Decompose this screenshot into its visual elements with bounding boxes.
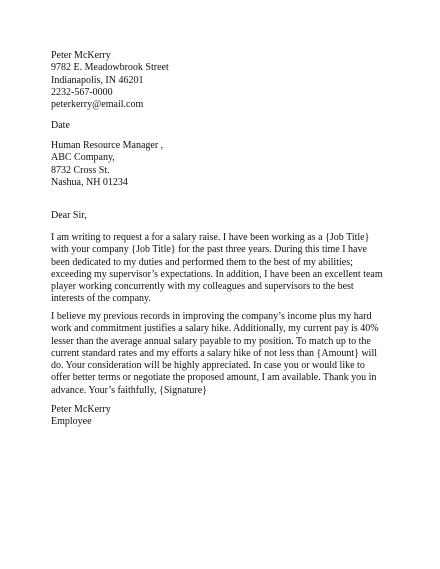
sender-phone: 2232-567-0000 [51,86,113,98]
sender-city: Indianapolis, IN 46201 [51,74,144,86]
closing-title: Employee [51,416,92,428]
closing-name: Peter McKerry [51,404,111,415]
salutation-text: Dear Sir, [51,210,87,221]
recipient-address-block [51,140,401,189]
paragraph-line: interests of the company. [51,293,151,305]
paragraph-line: work and commitment justifies a salary hike. Additionally, my current pay is 40% [51,323,379,335]
recipient-company: ABC Company, [51,152,115,164]
recipient-street: 8732 Cross St. [51,164,110,176]
paragraph-line: do. Your consideration will be highly appreciated. In case you or would like to [51,360,365,372]
recipient-title: Human Resource Manager , [51,140,164,151]
recipient-city: Nashua, NH 01234 [51,176,128,188]
salutation [51,210,401,222]
paragraph-line: been dedicated to my duties and performed them to the best of my abilities; [51,256,353,268]
paragraph-line: player working concurrently with my colleagues and supervisors to the best [51,281,354,293]
body-paragraph-2 [51,311,401,397]
paragraph-line: I am writing to request a for a salary raise. I have been working as a {Job Title} [51,232,370,243]
sender-street: 9782 E. Meadowbrook Street [51,62,169,74]
paragraph-line: with your company {Job Title} for the past three years. During this time I have [51,244,367,256]
sender-address-block [51,50,401,111]
closing-block [51,404,401,429]
paragraph-line: current standard rates and my efforts a salary hike of not less than {Amount} will [51,347,377,359]
sender-name: Peter McKerry [51,50,111,61]
paragraph-line: I believe my previous records in improving the company’s income plus my hard [51,311,372,322]
paragraph-line: offer better terms or negotiate the proposed amount, I am available. Thank you in [51,372,377,384]
date-block [51,120,401,132]
sender-email: peterkerry@email.com [51,99,144,111]
body-paragraph-1 [51,232,401,306]
paragraph-line: lesser than the average annual salary payable to my position. To match up to the [51,335,371,347]
paragraph-line: advance. Your’s faithfully, {Signature} [51,384,207,396]
date-label: Date [51,120,70,131]
paragraph-line: exceeding my supervisor’s expectations. In addition, I have been an excellent team [51,268,383,280]
